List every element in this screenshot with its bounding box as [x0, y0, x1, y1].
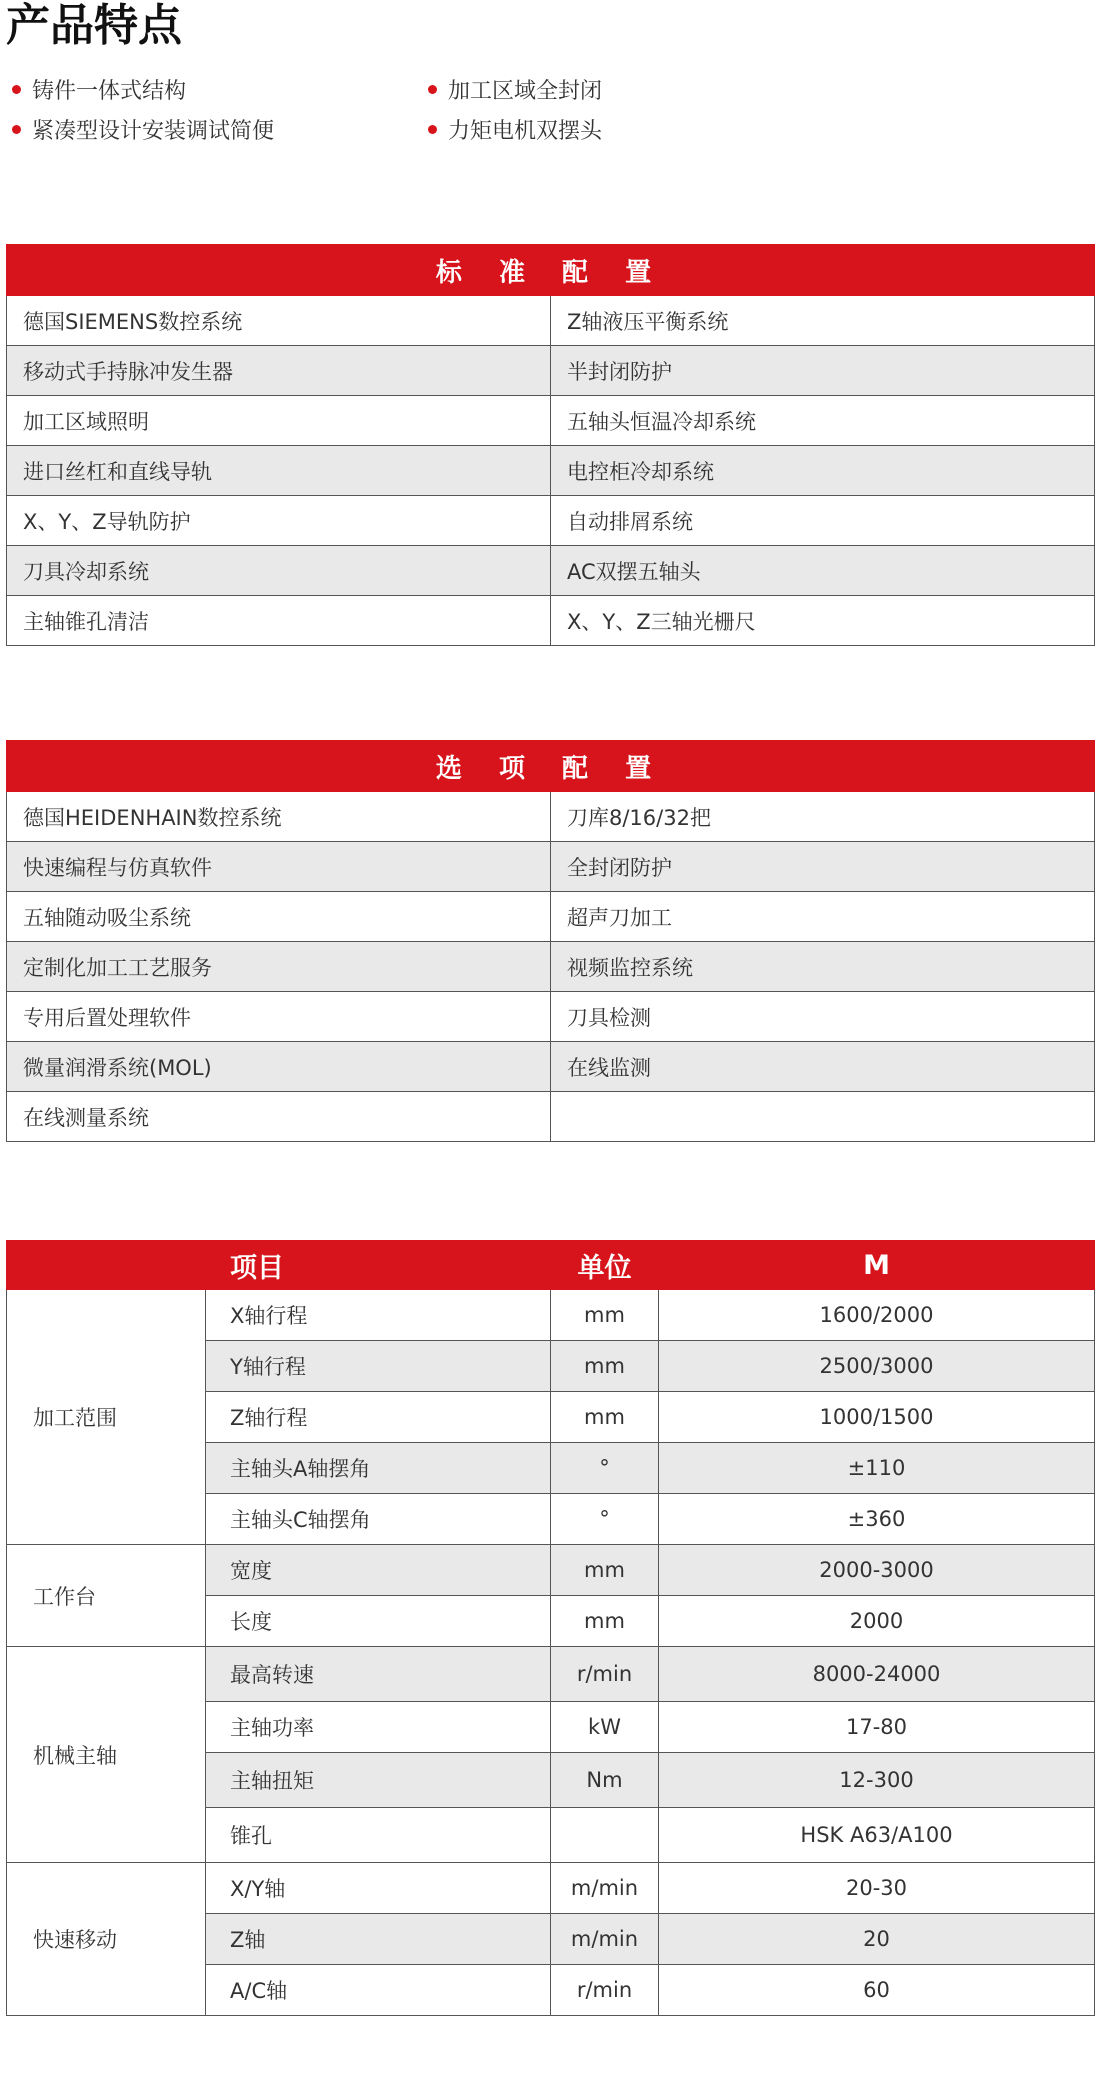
spec-value: 1600/2000: [659, 1290, 1095, 1341]
spec-unit: [551, 1808, 659, 1863]
spec-unit: mm: [551, 1341, 659, 1392]
table-cell: 刀具检测: [551, 992, 1095, 1042]
spec-header-item: 项目: [206, 1241, 551, 1290]
spec-unit: mm: [551, 1290, 659, 1341]
table-cell: 在线监测: [551, 1042, 1095, 1092]
spec-item: 主轴头A轴摆角: [206, 1443, 551, 1494]
spec-value: 2500/3000: [659, 1341, 1095, 1392]
spec-unit: mm: [551, 1392, 659, 1443]
table-cell: 五轴头恒温冷却系统: [551, 396, 1095, 446]
table-row: [7, 992, 1095, 1042]
page-title: 产品特点: [6, 0, 182, 51]
table-row: [7, 396, 1095, 446]
feature-label: 加工区域全封闭: [448, 78, 603, 104]
table-cell: 微量润滑系统(MOL): [7, 1042, 551, 1092]
table-cell: 快速编程与仿真软件: [7, 842, 551, 892]
standard-config-title: 标 准 配 置: [7, 245, 1095, 296]
table-cell: Z轴液压平衡系统: [551, 296, 1095, 346]
spec-item: X/Y轴: [206, 1863, 551, 1914]
table-row: [7, 296, 1095, 346]
spec-unit: Nm: [551, 1753, 659, 1808]
table-cell: 自动排屑系统: [551, 496, 1095, 546]
standard-config-table: [6, 244, 1095, 646]
table-row: [7, 892, 1095, 942]
table-row: [7, 842, 1095, 892]
table-row: [7, 446, 1095, 496]
table-row: [7, 1647, 1095, 1702]
spec-value: HSK A63/A100: [659, 1808, 1095, 1863]
table-cell: 加工区域照明: [7, 396, 551, 446]
spec-unit: mm: [551, 1545, 659, 1596]
spec-item: Z轴: [206, 1914, 551, 1965]
table-row: [7, 1042, 1095, 1092]
bullet-dot-icon: [428, 125, 437, 134]
table-row: [7, 792, 1095, 842]
feature-item: [6, 72, 422, 106]
optional-config-table: [6, 740, 1095, 1142]
table-cell: X、Y、Z导轨防护: [7, 496, 551, 546]
feature-list: [6, 72, 1096, 146]
spec-table: [6, 1240, 1095, 2016]
bullet-dot-icon: [428, 85, 437, 94]
spec-value: 2000: [659, 1596, 1095, 1647]
table-cell: 德国HEIDENHAIN数控系统: [7, 792, 551, 842]
table-row: [7, 496, 1095, 546]
spec-value: 20-30: [659, 1863, 1095, 1914]
table-cell: 专用后置处理软件: [7, 992, 551, 1042]
spec-value: 17-80: [659, 1702, 1095, 1753]
spec-group-label: 加工范围: [7, 1290, 206, 1545]
feature-label: 紧凑型设计安装调试简便: [32, 118, 275, 144]
spec-value: ±110: [659, 1443, 1095, 1494]
table-row: [7, 1545, 1095, 1596]
spec-value: 20: [659, 1914, 1095, 1965]
spec-unit: mm: [551, 1596, 659, 1647]
bullet-dot-icon: [12, 85, 21, 94]
table-cell: 电控柜冷却系统: [551, 446, 1095, 496]
feature-item: [422, 72, 838, 106]
spec-item: 长度: [206, 1596, 551, 1647]
table-cell: [551, 1092, 1095, 1142]
feature-item: [6, 112, 422, 146]
spec-value: ±360: [659, 1494, 1095, 1545]
table-cell: 半封闭防护: [551, 346, 1095, 396]
feature-label: 力矩电机双摆头: [448, 118, 603, 144]
spec-value: 1000/1500: [659, 1392, 1095, 1443]
spec-header-model: M: [659, 1241, 1095, 1290]
table-cell: 在线测量系统: [7, 1092, 551, 1142]
spec-item: Y轴行程: [206, 1341, 551, 1392]
spec-value: 2000-3000: [659, 1545, 1095, 1596]
table-cell: 刀具冷却系统: [7, 546, 551, 596]
spec-value: 12-300: [659, 1753, 1095, 1808]
spec-item: 主轴头C轴摆角: [206, 1494, 551, 1545]
table-cell: 视频监控系统: [551, 942, 1095, 992]
table-cell: 刀库8/16/32把: [551, 792, 1095, 842]
table-cell: 五轴随动吸尘系统: [7, 892, 551, 942]
spec-unit: m/min: [551, 1863, 659, 1914]
table-cell: 超声刀加工: [551, 892, 1095, 942]
spec-item: X轴行程: [206, 1290, 551, 1341]
spec-item: 最高转速: [206, 1647, 551, 1702]
spec-header-unit: 单位: [551, 1241, 659, 1290]
table-cell: 移动式手持脉冲发生器: [7, 346, 551, 396]
spec-item: 主轴功率: [206, 1702, 551, 1753]
table-cell: 德国SIEMENS数控系统: [7, 296, 551, 346]
optional-config-title: 选 项 配 置: [7, 741, 1095, 792]
table-cell: X、Y、Z三轴光栅尺: [551, 596, 1095, 646]
table-cell: 定制化加工工艺服务: [7, 942, 551, 992]
spec-item: 宽度: [206, 1545, 551, 1596]
table-row: [7, 1092, 1095, 1142]
spec-unit: °: [551, 1443, 659, 1494]
feature-item: [422, 112, 838, 146]
table-row: [7, 1290, 1095, 1341]
table-cell: AC双摆五轴头: [551, 546, 1095, 596]
spec-unit: m/min: [551, 1914, 659, 1965]
table-row: [7, 1863, 1095, 1914]
spec-item: 主轴扭矩: [206, 1753, 551, 1808]
spec-value: 60: [659, 1965, 1095, 2016]
spec-item: 锥孔: [206, 1808, 551, 1863]
spec-group-label: 工作台: [7, 1545, 206, 1647]
spec-header-blank: [7, 1241, 206, 1290]
spec-unit: r/min: [551, 1965, 659, 2016]
spec-item: A/C轴: [206, 1965, 551, 2016]
spec-unit: kW: [551, 1702, 659, 1753]
spec-group-label: 机械主轴: [7, 1647, 206, 1863]
bullet-dot-icon: [12, 125, 21, 134]
spec-unit: r/min: [551, 1647, 659, 1702]
spec-unit: °: [551, 1494, 659, 1545]
table-cell: 主轴锥孔清洁: [7, 596, 551, 646]
spec-item: Z轴行程: [206, 1392, 551, 1443]
table-row: [7, 346, 1095, 396]
table-cell: 全封闭防护: [551, 842, 1095, 892]
table-cell: 进口丝杠和直线导轨: [7, 446, 551, 496]
table-row: [7, 596, 1095, 646]
table-row: [7, 942, 1095, 992]
feature-label: 铸件一体式结构: [32, 78, 187, 104]
spec-value: 8000-24000: [659, 1647, 1095, 1702]
table-row: [7, 546, 1095, 596]
spec-group-label: 快速移动: [7, 1863, 206, 2016]
